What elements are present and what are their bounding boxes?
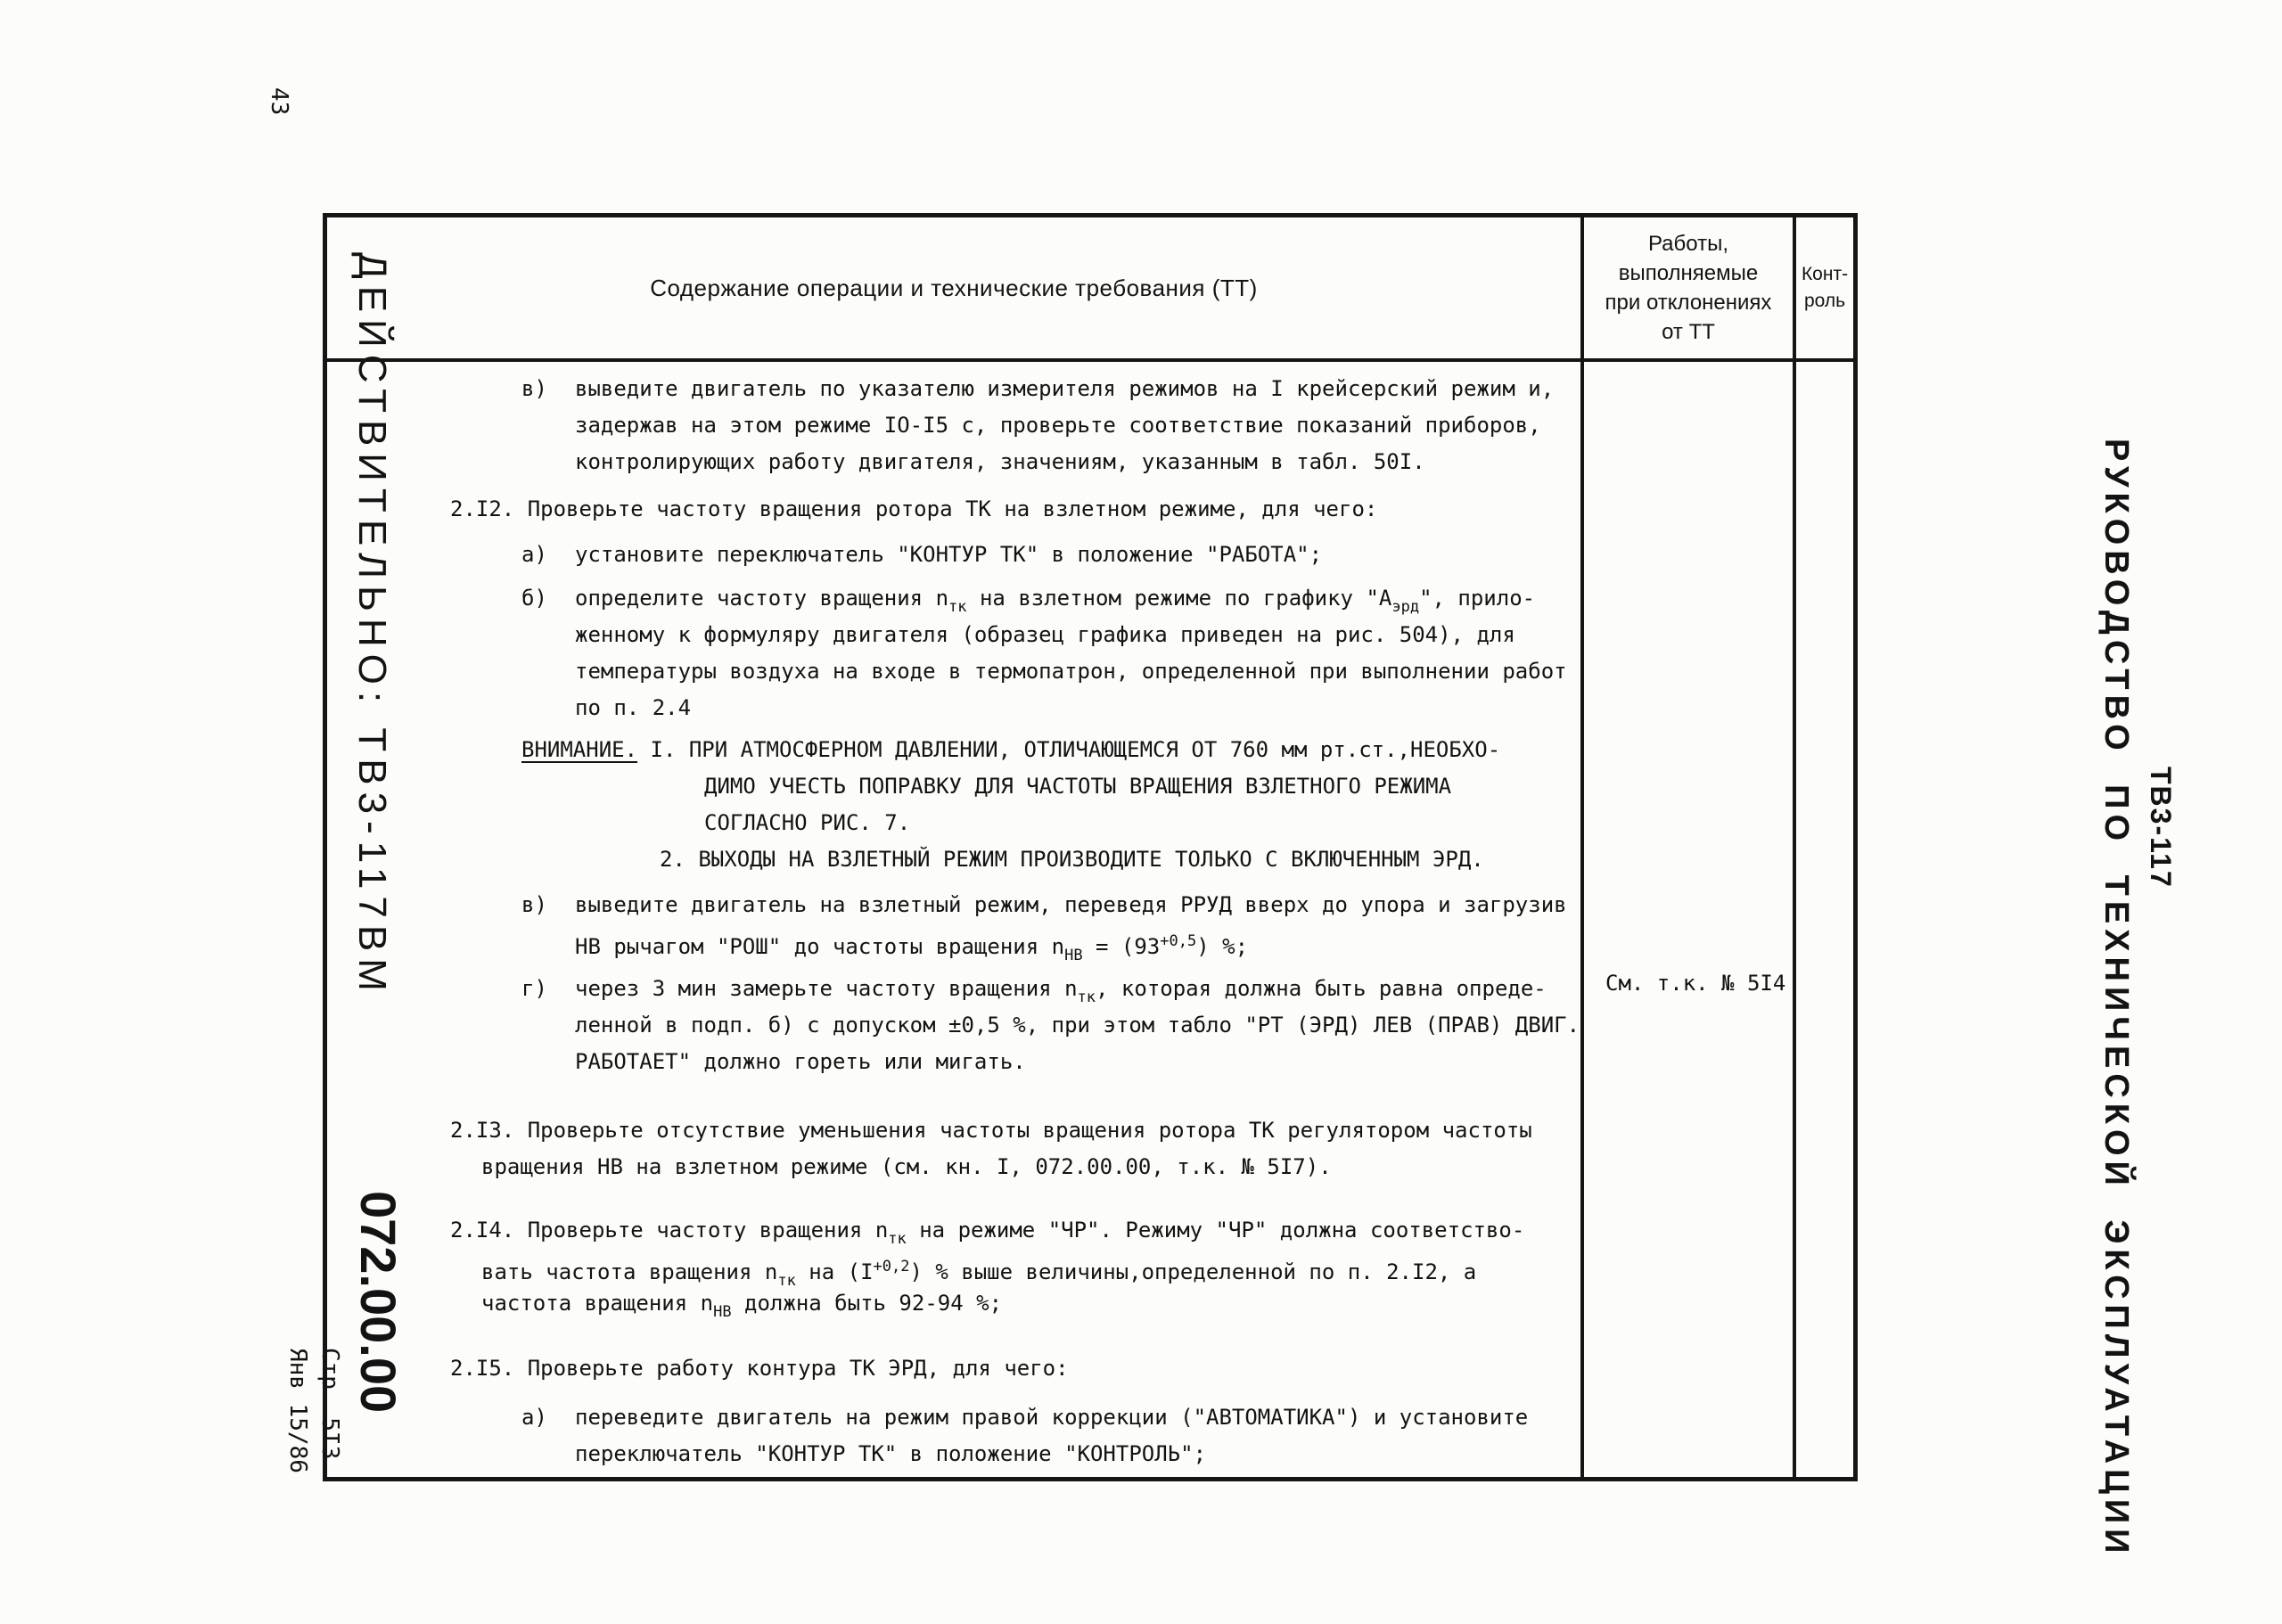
text-run: частота вращения n: [481, 1291, 714, 1316]
text-run: через 3 мин замерьте частоту вращения n: [575, 976, 1078, 1001]
text-run: по п. 2.4: [575, 695, 692, 720]
text-run: Проверьте работу контура ТК ЭРД, для чего:: [527, 1356, 1069, 1381]
item-paragraph: [521, 580, 1580, 726]
item-text: [575, 537, 1580, 573]
header-deviation-line: при отклонениях: [1605, 291, 1772, 315]
item-paragraph: [521, 537, 1580, 573]
operations-cell: [327, 362, 1584, 1477]
text-line: [521, 805, 1580, 841]
section-number: 2.I5.: [450, 1356, 528, 1381]
date-reference: Янв 15/86: [284, 1348, 311, 1473]
page-number: 43: [266, 87, 292, 116]
header-operations-column: [327, 217, 1584, 358]
text-run: выведите двигатель на взлетный режим, переведя РРУД вверх до упора и загрузив: [575, 892, 1567, 917]
text-line: [575, 371, 1580, 407]
section-number: 2.I4.: [450, 1218, 528, 1243]
text-run: ленной в подп. б) с допуском ±0,5 %, при этом табло "РТ (ЭРД) ЛЕВ (ПРАВ) ДВИГ.: [575, 1013, 1580, 1038]
item-label: а): [521, 1405, 547, 1430]
page-reference: Стр. 5I3: [316, 1348, 343, 1460]
manual-title: РУКОВОДСТВО ПО ТЕХНИЧЕСКОЙ ЭКСПЛУАТАЦИИ: [2097, 439, 2135, 1559]
text-run: ", прило-: [1419, 586, 1536, 611]
sub-run: тк: [888, 1230, 907, 1248]
validity-stamp: ДЕЙСТВИТЕЛЬНО: ТВ3-117ВМ: [350, 252, 394, 998]
item-text: [575, 580, 1580, 726]
item-label: г): [521, 976, 547, 1001]
sub-run: тк: [777, 1272, 796, 1290]
engine-model-title: ТВ3-117: [2145, 767, 2177, 889]
text-run: СОГЛАСНО РИС. 7.: [704, 810, 911, 835]
header-control-line: Конт-: [1801, 264, 1849, 284]
header-deviation-line: выполняемые: [1618, 261, 1759, 285]
header-deviation-works-column: [1584, 217, 1796, 358]
text-run: вращения НВ на взлетном режиме (см. кн. I, 072.00.00, т.к. № 5I7).: [481, 1154, 1332, 1179]
sub-run: эрд: [1391, 598, 1420, 616]
text-run: контролирующих работу двигателя, значениям, указанным в табл. 50I.: [575, 449, 1425, 474]
deviation-works-cell: [1584, 362, 1796, 1477]
section-paragraph: [450, 1112, 1580, 1185]
text-run: задержав на этом режиме IO-I5 с, проверьте соответствие показаний приборов,: [575, 413, 1541, 438]
text-line: [521, 732, 1580, 768]
section-paragraph: [450, 1350, 1580, 1387]
text-line: [575, 653, 1580, 690]
text-run: вать частота вращения n: [481, 1259, 778, 1284]
text-line: [575, 971, 1580, 1007]
text-run: на режиме "ЧР". Режиму "ЧР" должна соответство-: [906, 1218, 1525, 1243]
text-run: ) % выше величины,определенной по п. 2.I2, а: [909, 1259, 1477, 1284]
section-number: 2.I3.: [450, 1118, 528, 1143]
item-label: б): [521, 586, 547, 611]
text-line: [575, 1044, 1580, 1080]
header-deviation-line: Работы,: [1647, 232, 1729, 256]
item-text: [575, 1399, 1580, 1472]
text-run: выведите двигатель по указателю измерителя режимов на I крейсерский режим и,: [575, 376, 1555, 401]
text-line: [450, 1350, 1580, 1387]
text-run: женному к формуляру двигателя (образец графика приведен на рис. 504), для: [575, 622, 1515, 647]
text-line: [521, 768, 1580, 805]
text-line: [575, 444, 1580, 480]
operations-table: [323, 213, 1858, 1481]
text-run: = (93: [1082, 934, 1161, 959]
text-run: ) %;: [1196, 934, 1249, 959]
header-operations-label: Содержание операции и технические требования (ТТ): [650, 274, 1258, 301]
text-line: [575, 580, 1580, 617]
text-line: [450, 1112, 1580, 1149]
item-label: в): [521, 892, 547, 917]
item-paragraph: [521, 971, 1580, 1080]
item-text: [575, 887, 1580, 964]
table-header-row: [327, 217, 1853, 362]
text-line: [575, 407, 1580, 444]
control-cell: [1796, 362, 1853, 1477]
warning-paragraph: [521, 732, 1580, 878]
text-run: 2. ВЫХОДЫ НА ВЗЛЕТНЫЙ РЕЖИМ ПРОИЗВОДИТЕ ТОЛЬКО С ВКЛЮЧЕННЫМ ЭРД.: [660, 847, 1484, 872]
item-paragraph: [521, 887, 1580, 964]
text-run: I. ПРИ АТМОСФЕРНОМ ДАВЛЕНИИ, ОТЛИЧАЮЩЕМСЯ ОТ 760 мм рт.ст.,НЕОБХО-: [637, 737, 1501, 762]
item-paragraph: [521, 371, 1580, 480]
document-code: 072.00.00: [350, 1191, 406, 1414]
header-control-line: роль: [1803, 291, 1846, 311]
section-number: 2.I2.: [450, 496, 528, 521]
sup-run: +0,5: [1160, 932, 1197, 950]
text-run: Проверьте частоту вращения n: [527, 1218, 889, 1243]
header-deviation-line: от ТТ: [1662, 320, 1715, 344]
text-run: ДИМО УЧЕСТЬ ПОПРАВКУ ДЛЯ ЧАСТОТЫ ВРАЩЕНИЯ ВЗЛЕТНОГО РЕЖИМА: [704, 774, 1452, 799]
text-run: переведите двигатель на режим правой коррекции ("АВТОМАТИКА") и установите: [575, 1405, 1529, 1430]
text-run: должна быть 92-94 %;: [731, 1291, 1003, 1316]
sub-run: тк: [948, 598, 967, 616]
warning-label: ВНИМАНИЕ.: [521, 737, 638, 762]
text-run: Проверьте отсутствие уменьшения частоты вращения ротора ТК регулятором частоты: [527, 1118, 1532, 1143]
item-paragraph: [521, 1399, 1580, 1472]
sub-run: тк: [1077, 988, 1096, 1006]
text-line: [450, 1285, 1580, 1322]
text-line: [575, 923, 1580, 964]
sub-run: НВ: [1064, 947, 1083, 964]
text-line: [450, 1149, 1580, 1185]
header-control-column: [1796, 217, 1853, 358]
text-line: [521, 841, 1580, 878]
text-run: Проверьте частоту вращения ротора ТК на взлетном режиме, для чего:: [527, 496, 1378, 521]
text-line: [575, 887, 1580, 923]
item-text: [575, 371, 1580, 480]
sup-run: +0,2: [873, 1258, 910, 1275]
side-note-reference: См. т.к. № 5I4: [1605, 971, 1786, 996]
text-run: РАБОТАЕТ" должно гореть или мигать.: [575, 1049, 1026, 1074]
item-text: [575, 971, 1580, 1080]
text-line: [450, 1212, 1580, 1249]
section-paragraph: [450, 1212, 1580, 1322]
text-line: [575, 690, 1580, 726]
text-line: [575, 1007, 1580, 1044]
item-label: в): [521, 376, 547, 401]
text-run: определите частоту вращения n: [575, 586, 949, 611]
table-body-row: [327, 362, 1853, 1477]
text-line: [575, 617, 1580, 653]
text-line: [450, 1249, 1580, 1290]
section-paragraph: [450, 491, 1580, 528]
text-run: НВ рычагом "РОШ" до частоты вращения n: [575, 934, 1065, 959]
text-run: температуры воздуха на входе в термопатрон, определенной при выполнении работ: [575, 659, 1567, 684]
text-line: [450, 491, 1580, 528]
text-line: [575, 1436, 1580, 1472]
text-run: , которая должна быть равна опреде-: [1096, 976, 1547, 1001]
text-run: переключатель "КОНТУР ТК" в положение "КОНТРОЛЬ";: [575, 1441, 1207, 1466]
text-run: на (I: [795, 1259, 874, 1284]
text-run: установите переключатель "КОНТУР ТК" в положение "РАБОТА";: [575, 542, 1323, 567]
item-label: а): [521, 542, 547, 567]
text-line: [575, 1399, 1580, 1436]
text-line: [575, 537, 1580, 573]
sub-run: НВ: [713, 1303, 732, 1321]
text-run: на взлетном режиме по графику "А: [966, 586, 1392, 611]
